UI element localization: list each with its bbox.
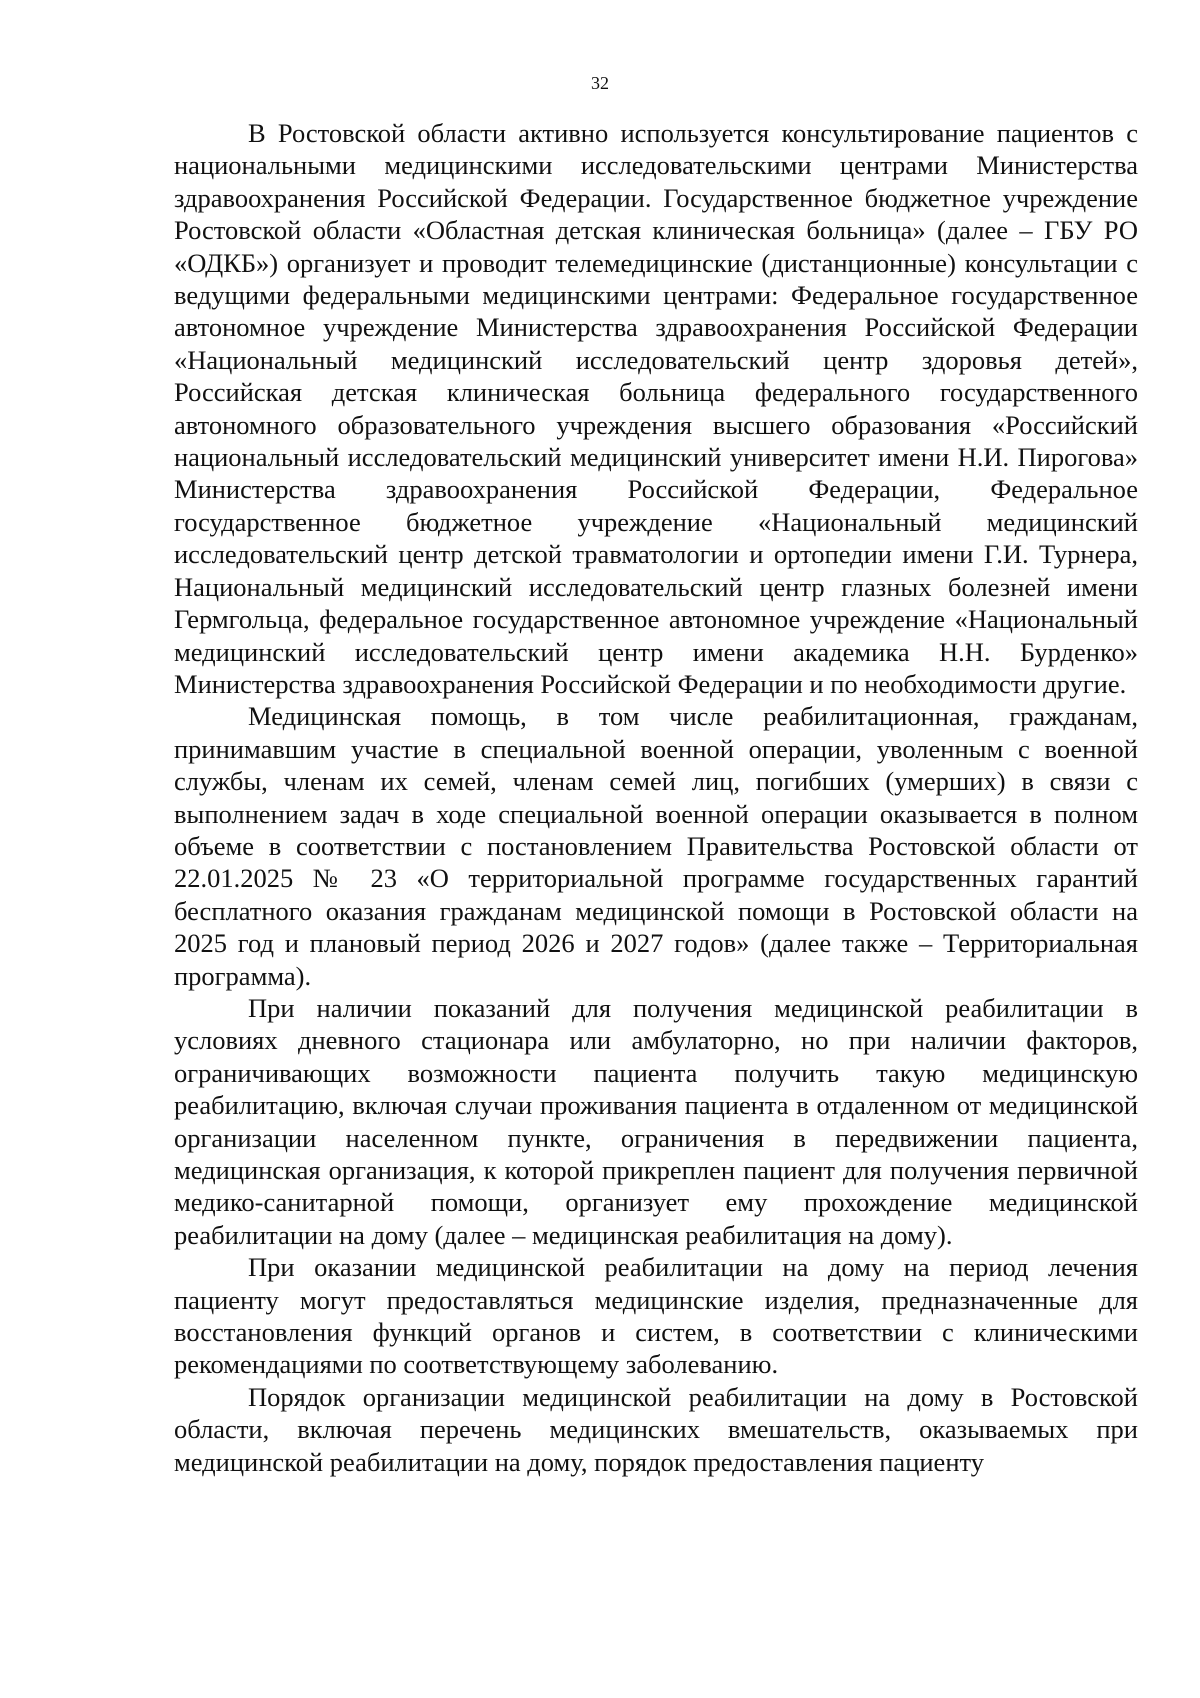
paragraph-home-rehabilitation-indications: При наличии показаний для получения медицинской реабилитации в условиях дневного стационара или амбулаторно, но при наличии факторов, ограничивающих возможности пациента получить такую медицинскую реабилитацию, включая случаи проживания пациента в отдаленном от медицинской организации населенном пункте, ограничения в передвижении пациента, медицинская организация, к которой прикреплен пациент для получения первичной медико-санитарной помощи, организует ему прохождение медицинской реабилитации на дому (далее – медицинская реабилитация на дому). [174, 992, 1138, 1250]
document-body [174, 117, 1138, 1478]
paragraph-telemedicine-consultations: В Ростовской области активно используется консультирование пациентов с национальными медицинскими исследовательскими центрами Министерства здравоохранения Российской Федерации. Государственное бюджетное учреждение Ростовской области «Областная детская клиническая больница» (далее – ГБУ РО «ОДКБ») организует и проводит телемедицинские (дистанционные) консультации с ведущими федеральными медицинскими центрами: Федеральное государственное автономное учреждение Министерства здравоохранения Российской Федерации «Национальный медицинский исследовательский центр здоровья детей», Российская детская клиническая больница федерального государственного автономного образовательного учреждения высшего образования «Российский национальный исследовательский медицинский университет имени Н.И. Пирогова» Министерства здравоохранения Российской Федерации, Федеральное государственное бюджетное учреждение «Национальный медицинский исследовательский центр детской травматологии и ортопедии имени Г.И. Турнера, Национальный медицинский исследовательский центр глазных болезней имени Гермгольца, федеральное государственное автономное учреждение «Национальный медицинский исследовательский центр имени академика Н.Н. Бурденко» Министерства здравоохранения Российской Федерации и по необходимости другие. [174, 118, 1138, 699]
paragraph-home-rehabilitation-procedure: Порядок организации медицинской реабилитации на дому в Ростовской области, включая перечень медицинских вмешательств, оказываемых при медицинской реабилитации на дому, порядок предоставления пациенту [174, 1381, 1138, 1477]
paragraph-medical-devices: При оказании медицинской реабилитации на дому на период лечения пациенту могут предоставляться медицинские изделия, предназначенные для восстановления функций органов и систем, в соответствии с клиническими рекомендациями по соответствующему заболеванию. [174, 1252, 1138, 1380]
paragraph-svo-medical-help: Медицинская помощь, в том числе реабилитационная, гражданам, принимавшим участие в специальной военной операции, уволенным с военной службы, членам их семей, членам семей лиц, погибших (умерших) в связи с выполнением задач в ходе специальной военной операции оказывается в полном объеме в соответствии с постановлением Правительства Ростовской области от 22.01.2025 № 23 «О территориальной программе государственных гарантий бесплатного оказания гражданам медицинской помощи в Ростовской области на 2025 год и плановый период 2026 и 2027 годов» (далее также – Территориальная программа). [174, 701, 1138, 991]
page-number: 32 [591, 73, 609, 93]
